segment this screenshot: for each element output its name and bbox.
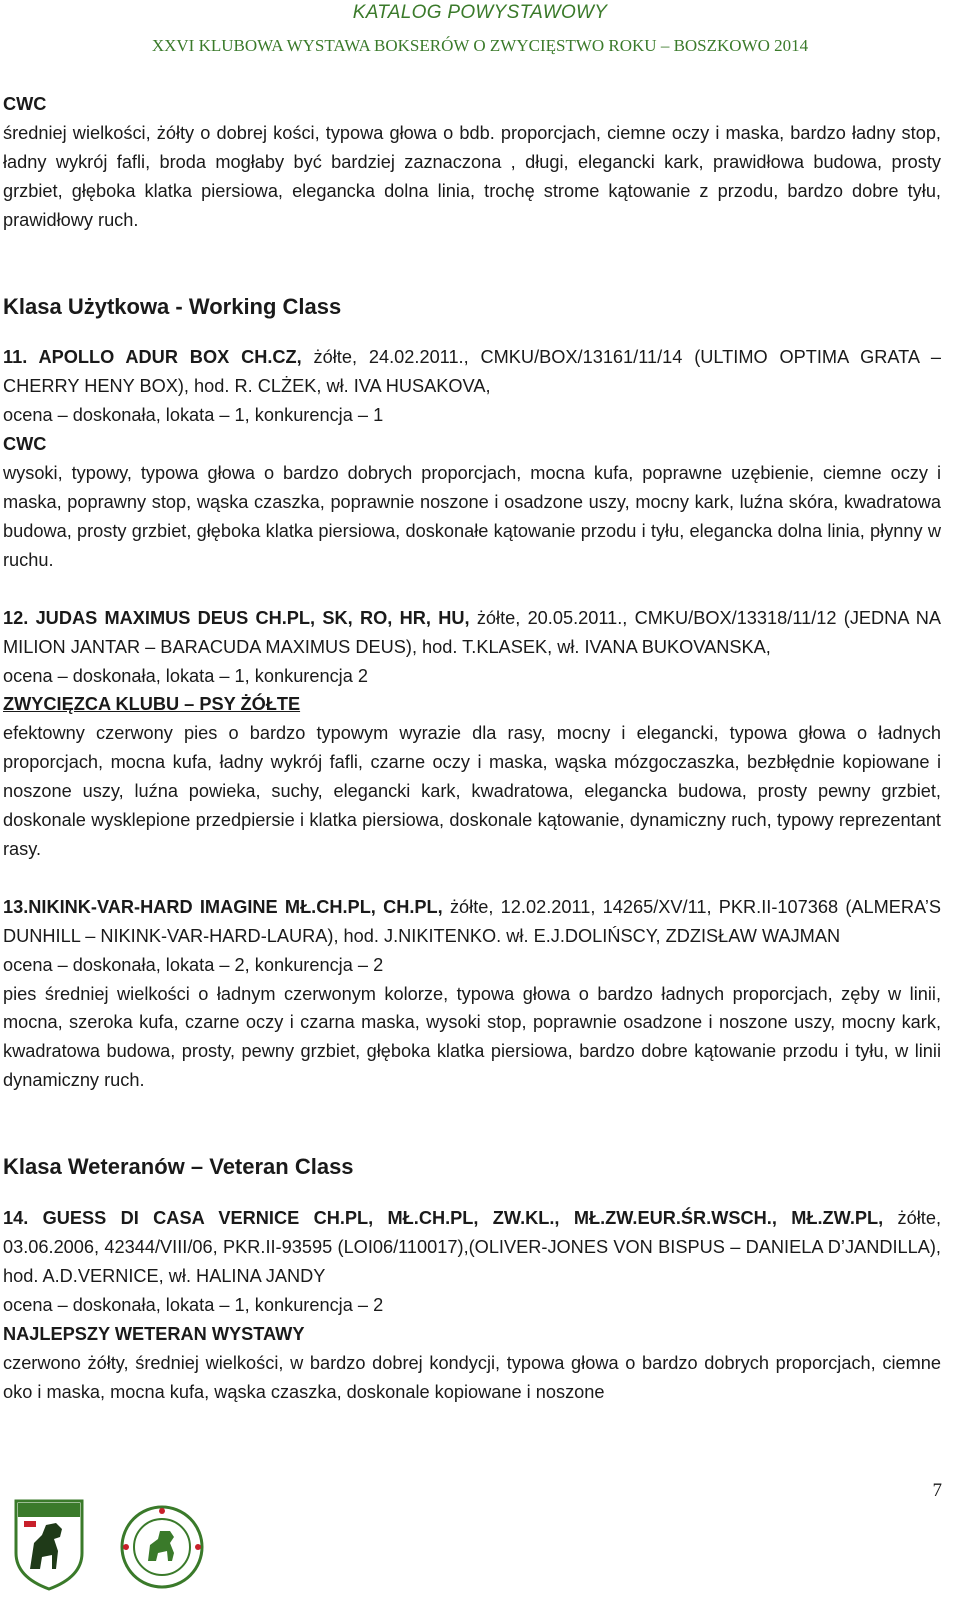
- entry-11-rating: ocena – doskonała, lokata – 1, konkurencja – 1: [3, 405, 384, 426]
- entry-12-details: żółte, 20.05.2011., CMKU/BOX/13318/11/12 (JEDNA NA MILION JANTAR – BARACUDA MAXIMUS DEUS), hod. T.KLASEK, wł. IVANA BUKOVANSKA,: [3, 607, 941, 657]
- entry-11-name: 11. APOLLO ADUR BOX CH.CZ,: [3, 347, 302, 368]
- entry-12-name: 12. JUDAS MAXIMUS DEUS CH.PL, SK, RO, HR, HU,: [3, 607, 470, 628]
- entry-11-description: wysoki, typowy, typowa głowa o bardzo dobrych proporcjach, mocna kufa, poprawne uzębienie, ciemne oczy i maska, poprawny stop, wąska czaszka, poprawnie noszone i osadzone uszy, mocny kark, luźna skóra, kwadratowa budowa, prosty grzbiet, głęboka klatka piersiowa, doskonałe kątowanie przodu i tyłu, elegancka dolna linia, płynny w ruchu.: [3, 463, 941, 570]
- page-number: 7: [932, 1480, 942, 1501]
- entry-13-name: 13.NIKINK-VAR-HARD IMAGINE MŁ.CH.PL, CH.PL,: [3, 896, 443, 917]
- entry-13-rating: ocena – doskonała, lokata – 2, konkurencja – 2: [3, 954, 384, 975]
- entry-12-award: ZWYCIĘZCA KLUBU – PSY ŻÓŁTE: [3, 694, 301, 715]
- entry-13-header: [3, 893, 941, 951]
- entry-12-header: [3, 604, 941, 662]
- club-logos-icon: [12, 1495, 212, 1593]
- entry-12-description: efektowny czerwony pies o bardzo typowym wyrazie dla rasy, mocny i elegancki, typowa głowa o ładnych proporcjach, mocna kufa, ładny wykrój fafli, czarne oczy i maska, wąska mózgoczaszka, bezbłędnie kopiowane i noszone uszy, luźna powieka, suchy, elegancki kark, kwadratowa, elegancka budowa, prosty pewny grzbiet, doskonale wysklepione przedpiersie i klatka piersiowa, doskonale kątowanie, dynamiczny ruch, typowy reprezentant rasy.: [3, 723, 941, 859]
- veteran-class-heading: Klasa Weteranów – Veteran Class: [3, 1154, 354, 1180]
- entry-11-award: CWC: [3, 434, 47, 455]
- entry-14-award: NAJLEPSZY WETERAN WYSTAWY: [3, 1323, 305, 1344]
- entry-13-description: pies średniej wielkości o ładnym czerwonym kolorze, typowa głowa o bardzo ładnych proporcjach, zęby w linii, mocna, szeroka kufa, czarne oczy i czarna maska, wysoki stop, poprawnie osadzone i noszone uszy, mocny kark, kwadratowa budowa, prosty, pewny grzbiet, głęboka klatka piersiowa, bardzo dobre kątowanie przodu i tyłu, w linii dynamiczny ruch.: [3, 983, 941, 1091]
- catalog-title: KATALOG POWYSTAWOWY: [352, 2, 608, 23]
- event-title: XXVI KLUBOWA WYSTAWA BOKSERÓW O ZWYCIĘSTWO ROKU – BOSZKOWO 2014: [151, 36, 809, 55]
- entry-14-description: czerwono żółty, średniej wielkości, w bardzo dobrej kondycji, typowa głowa o bardzo dobrych proporcjach, ciemne oko i maska, mocna kufa, wąska czaszka, doskonale kopiowane i noszone: [3, 1352, 941, 1402]
- intro-award: CWC: [3, 94, 47, 114]
- entry-13-details: żółte, 12.02.2011, 14265/XV/11, PKR.II-107368 (ALMERA’S DUNHILL – NIKINK-VAR-HARD-LAURA), hod. J.NIKITENKO. wł. E.J.DOLIŃSCY, ZDZISŁAW WAJMAN: [3, 896, 941, 946]
- entry-12-rating: ocena – doskonała, lokata – 1, konkurencja 2: [3, 665, 369, 686]
- entry-14-header: [3, 1204, 941, 1291]
- entry-11-details: żółte, 24.02.2011., CMKU/BOX/13161/11/14 (ULTIMO OPTIMA GRATA – CHERRY HENY BOX), hod. R. CLŻEK, wł. IVA HUSAKOVA,: [3, 347, 941, 397]
- catalog-content: [3, 90, 941, 1406]
- entry-11-header: [3, 343, 941, 401]
- footer-logos: [12, 1495, 212, 1593]
- zkwp-logo: [122, 1507, 202, 1587]
- entry-14-rating: ocena – doskonała, lokata – 1, konkurencja – 2: [3, 1294, 384, 1315]
- intro-description: średniej wielkości, żółty o dobrej kości, typowa głowa o bdb. proporcjach, ciemne oczy i maska, bardzo ładny stop, ładny wykrój fafli, broda mogłaby być bardziej zaznaczona , długi, elegancki kark, prawidłowa budowa, prosty grzbiet, głęboka klatka piersiowa, elegancka dolna linia, trochę strome kątowanie z przodu, bardzo dobre tyłu, prawidłowy ruch.: [3, 122, 941, 230]
- entry-14-details: żółte, 03.06.2006, 42344/VIII/06, PKR.II-93595 (LOI06/110017),(OLIVER-JONES VON BISPUS – DANIELA D’JANDILLA), hod. A.D.VERNICE, wł. HALINA JANDY: [3, 1208, 942, 1286]
- klub-boksera-logo: [16, 1501, 82, 1589]
- entry-14-name: 14. GUESS DI CASA VERNICE CH.PL, MŁ.CH.PL, ZW.KL., MŁ.ZW.EUR.ŚR.WSCH., MŁ.ZW.PL,: [3, 1208, 884, 1229]
- working-class-heading: Klasa Użytkowa - Working Class: [3, 293, 342, 319]
